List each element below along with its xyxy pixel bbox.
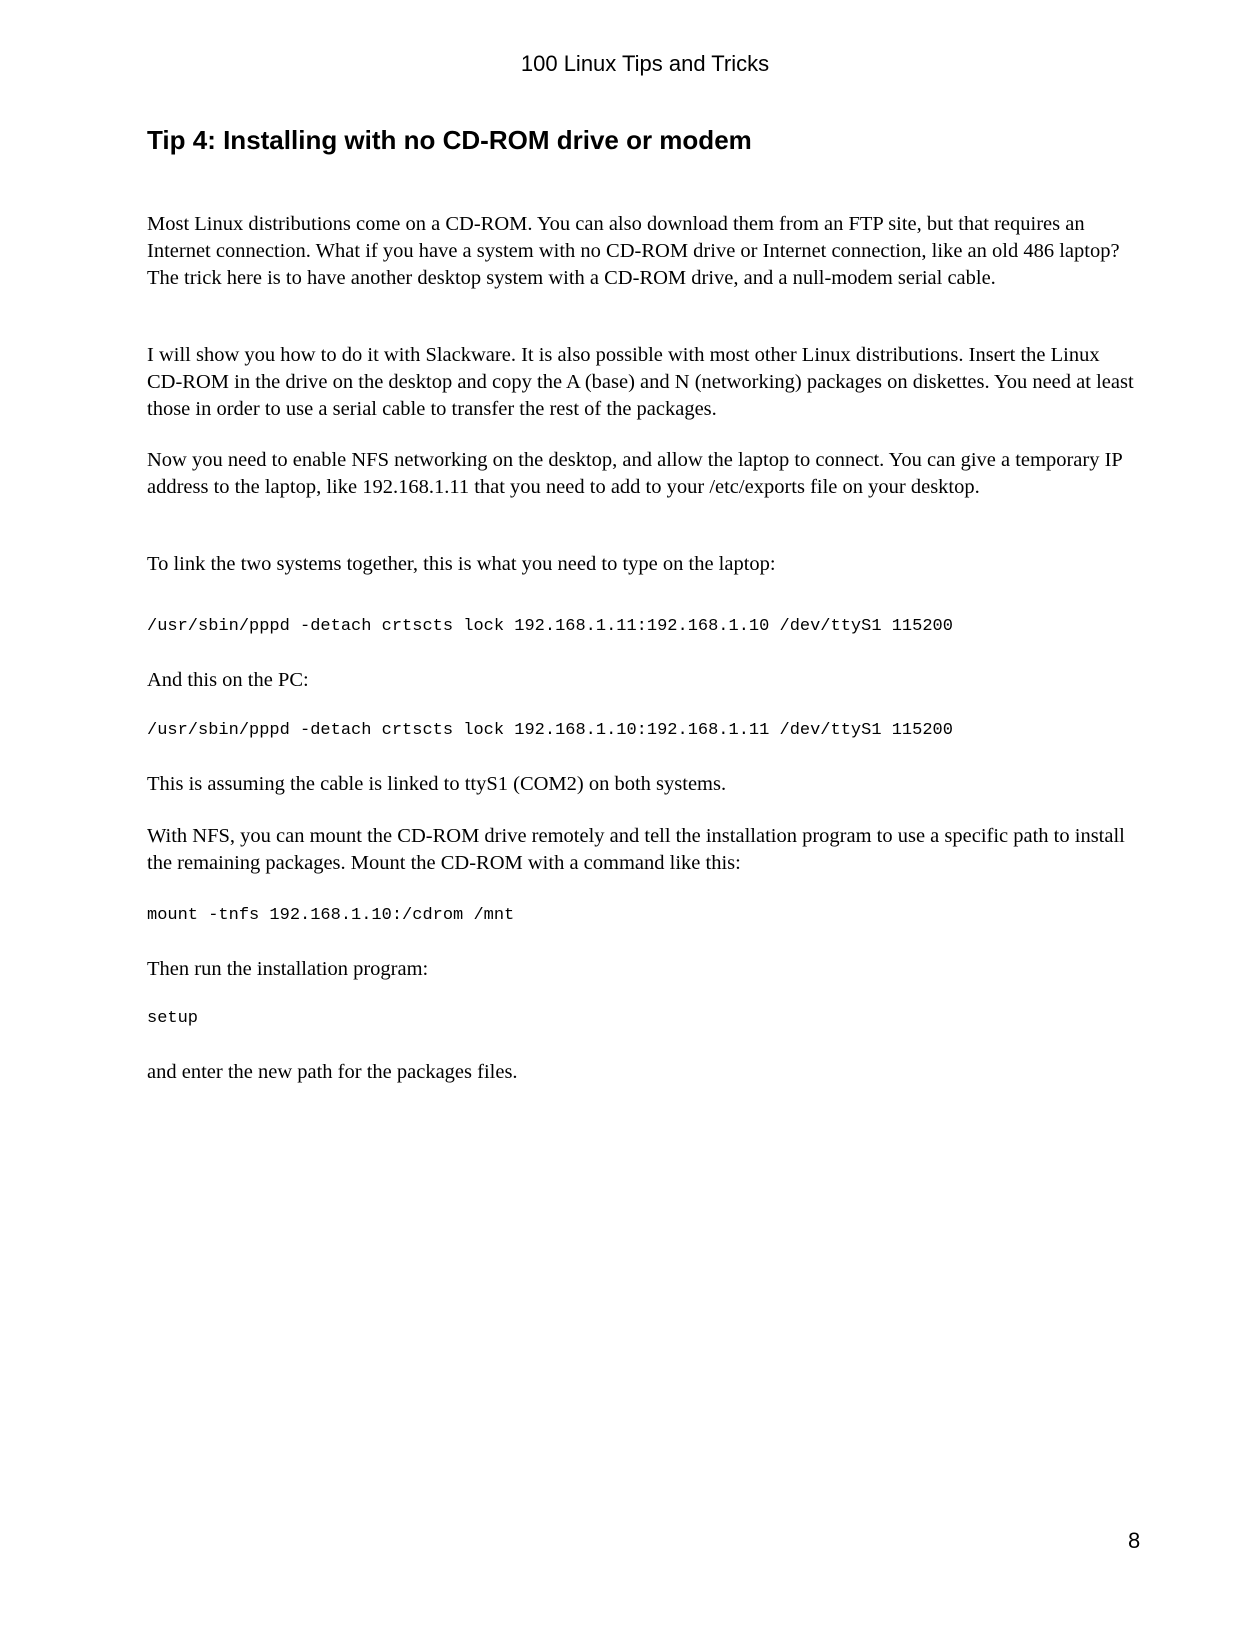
- paragraph-mount-cdrom: With NFS, you can mount the CD-ROM drive remotely and tell the installation program to use a specific path to install the remaining packages. Mount the CD-ROM with a command like this:: [147, 825, 1125, 874]
- paragraph-enter-path: and enter the new path for the packages files.: [147, 1061, 518, 1083]
- code-mount-command: mount -tnfs 192.168.1.10:/cdrom /mnt: [147, 906, 515, 925]
- paragraph-cable-assumption: This is assuming the cable is linked to ttyS1 (COM2) on both systems.: [147, 773, 727, 795]
- code-pc-pppd: /usr/sbin/pppd -detach crtscts lock 192.168.1.10:192.168.1.11 /dev/ttyS1 115200: [147, 721, 953, 740]
- code-setup-command: setup: [147, 1009, 199, 1028]
- page-number: 8: [1128, 1528, 1141, 1553]
- code-laptop-pppd: /usr/sbin/pppd -detach crtscts lock 192.168.1.11:192.168.1.10 /dev/ttyS1 115200: [147, 617, 953, 636]
- paragraph-link-systems: To link the two systems together, this is what you need to type on the laptop:: [147, 553, 776, 575]
- paragraph-intro: Most Linux distributions come on a CD-ROM. You can also download them from an FTP site, but that requires an Internet connection. What if you have a system with no CD-ROM drive or Internet connection, like an old 486 laptop? The trick here is to have another desktop system with a CD-ROM drive, and a null-modem serial cable.: [147, 213, 1120, 289]
- running-header: 100 Linux Tips and Tricks: [520, 51, 770, 76]
- paragraph-nfs-networking: Now you need to enable NFS networking on the desktop, and allow the laptop to connect. You can give a temporary IP address to the laptop, like 192.168.1.11 that you need to add to your /etc/exports file on your desktop.: [147, 449, 1123, 498]
- paragraph-slackware: I will show you how to do it with Slackware. It is also possible with most other Linux distributions. Insert the Linux CD-ROM in the drive on the desktop and copy the A (base) and N (networking) packages on diskettes. You need at least those in order to use a serial cable to transfer the rest of the packages.: [147, 344, 1134, 420]
- tip-title: Tip 4: Installing with no CD-ROM drive or modem: [147, 125, 752, 155]
- paragraph-run-installation: Then run the installation program:: [147, 958, 429, 980]
- paragraph-pc: And this on the PC:: [147, 669, 309, 691]
